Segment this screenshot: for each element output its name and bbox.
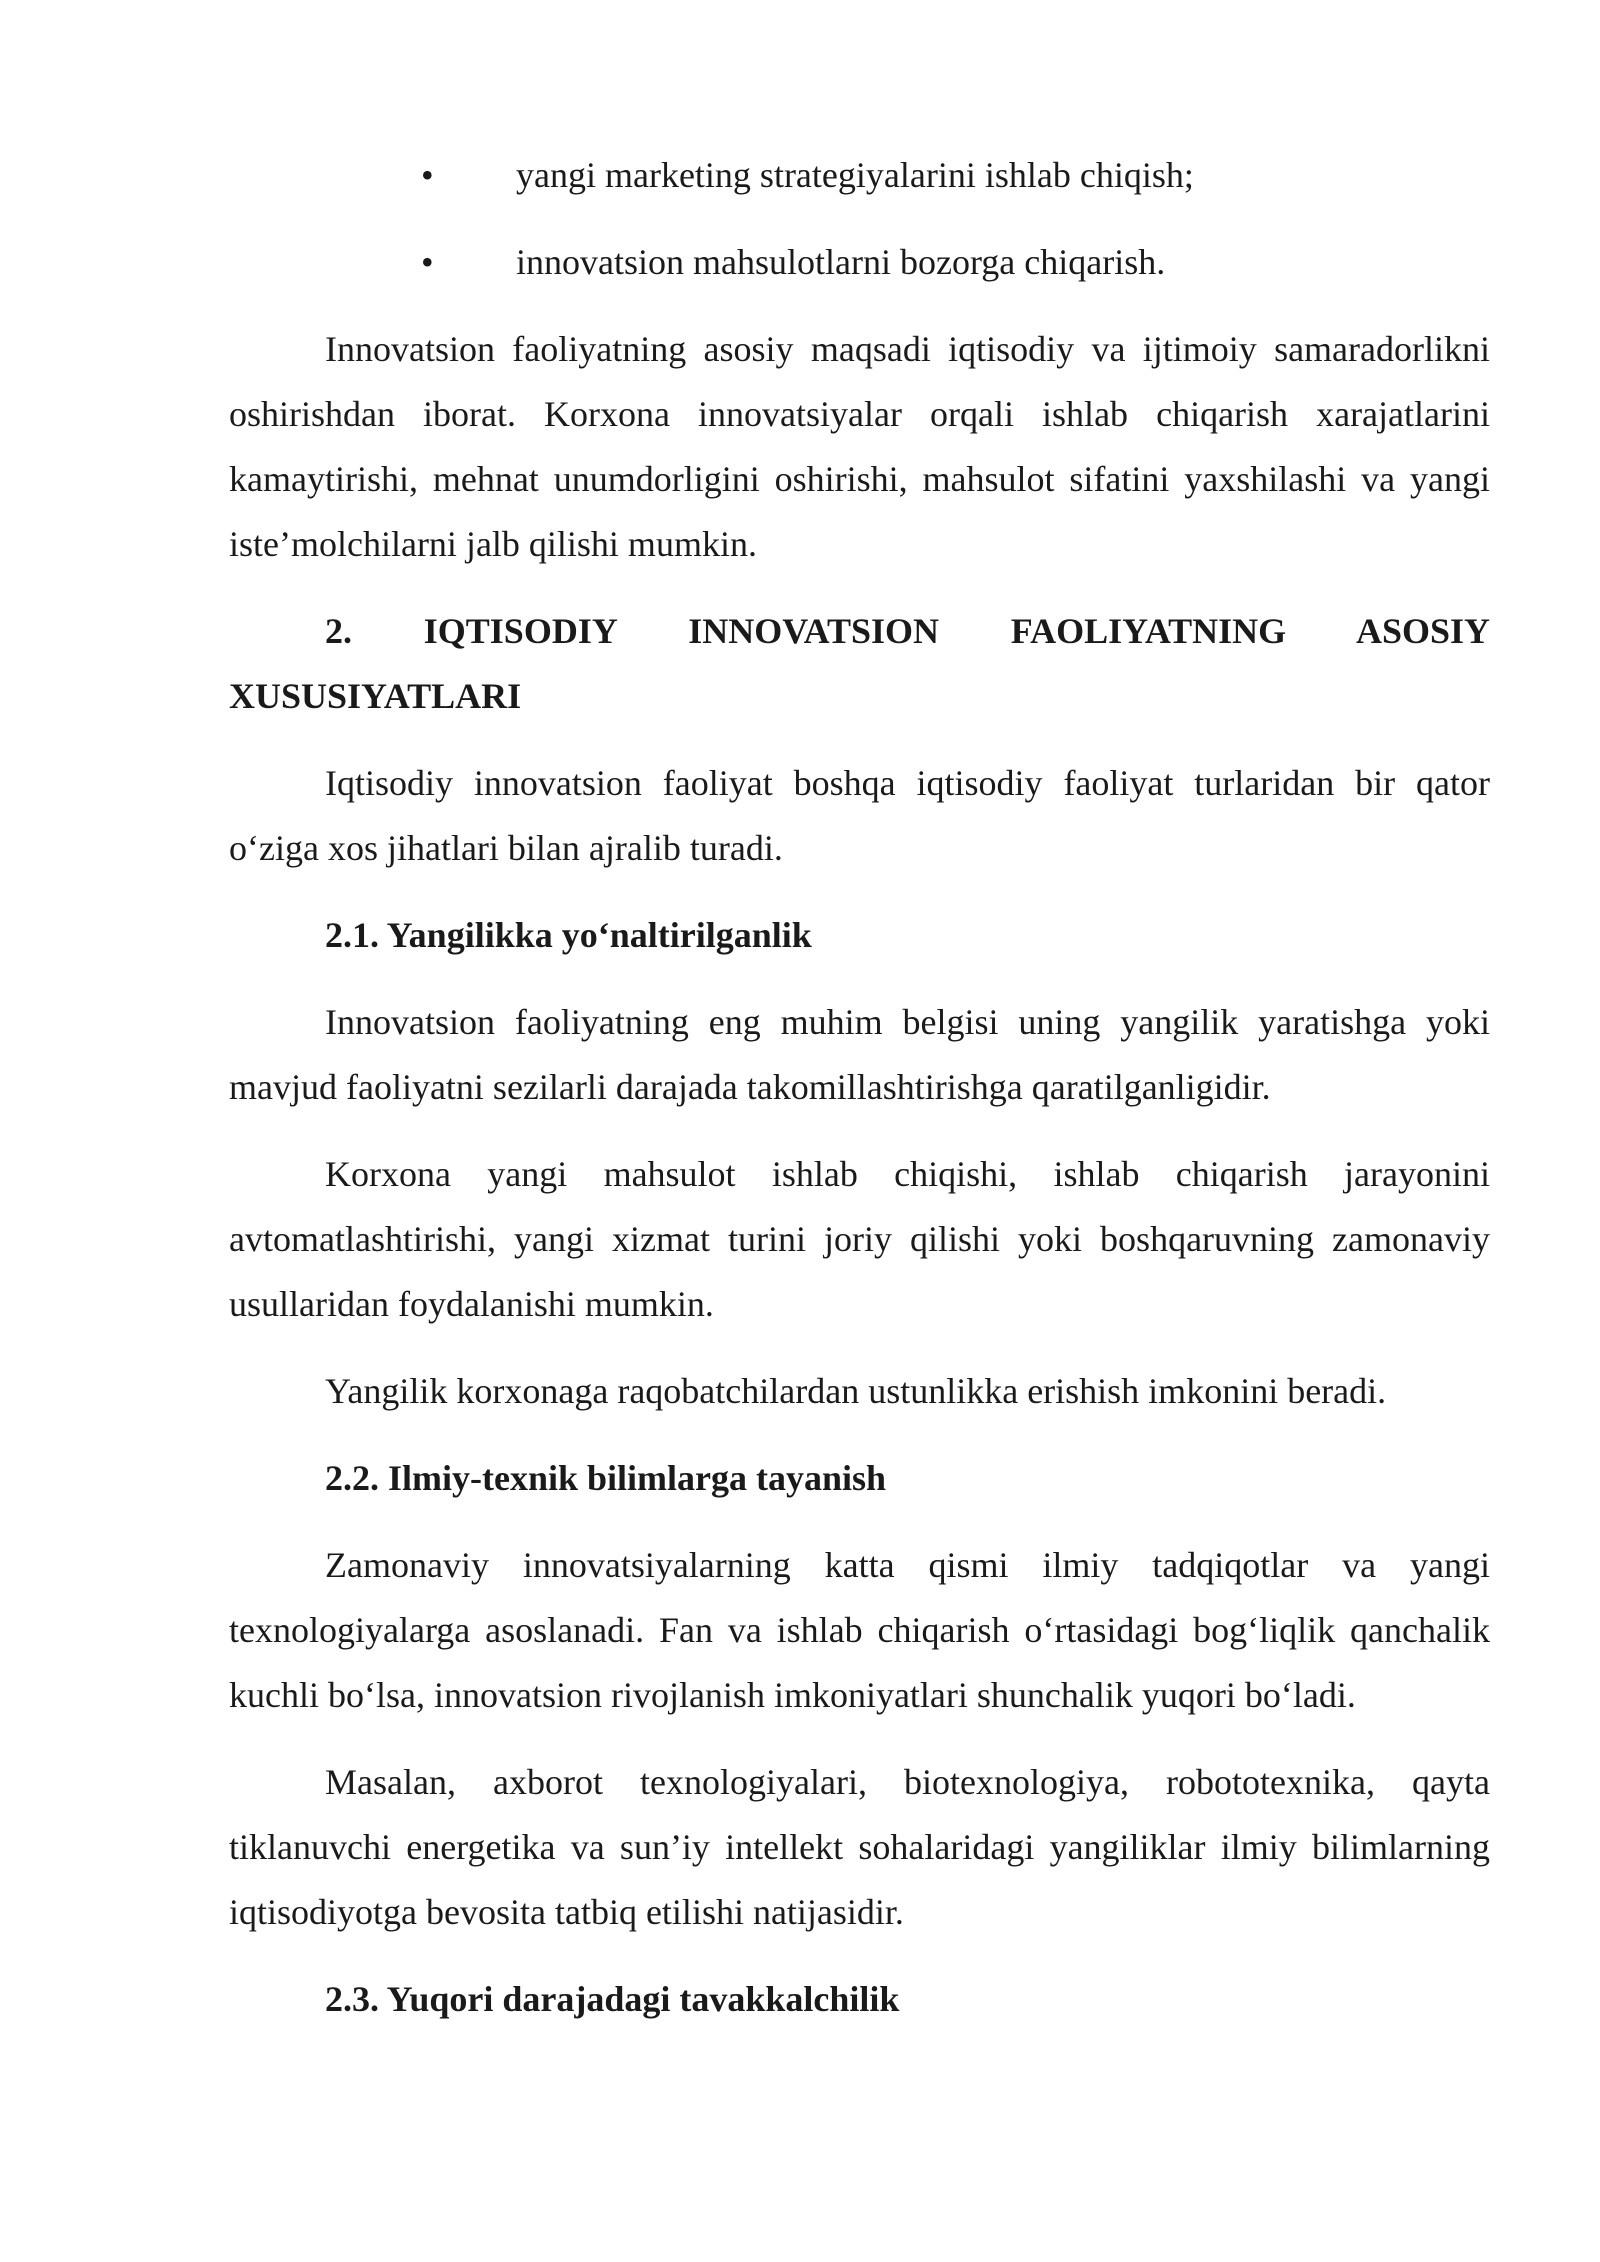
list-item (229, 143, 1490, 208)
subsection-heading: 2.1. Yangilikka yo‘naltirilganlik (325, 915, 812, 955)
paragraph: Masalan, axborot texnologiyalari, biotexnologiya, robototexnika, qayta tiklanuvchi energetika va sun’iy intellekt sohalaridagi yangiliklar ilmiy bilimlarning iqtisodiyotga bevosita tatbiq etilishi natijasidir. (229, 1762, 1490, 1932)
paragraph: Innovatsion faoliyatning eng muhim belgisi uning yangilik yaratishga yoki mavjud faoliyatni sezilarli darajada takomillashtirishga qaratilganligidir. (229, 1002, 1490, 1107)
paragraph-intro: Innovatsion faoliyatning asosiy maqsadi iqtisodiy va ijtimoiy samaradorlikni oshirishdan iborat. Korxona innovatsiyalar orqali ishlab chiqarish xarajatlarini kamaytirishi, mehnat unumdorligini oshirishi, mahsulot sifatini yaxshilashi va yangi iste’molchilarni jalb qilishi mumkin. (229, 329, 1490, 564)
bullet-icon: • (421, 155, 434, 195)
bullet-icon: • (421, 242, 434, 282)
list-item (229, 230, 1490, 295)
document-page (229, 0, 1490, 2032)
top-spacer (229, 0, 1490, 143)
paragraph: Iqtisodiy innovatsion faoliyat boshqa iqtisodiy faoliyat turlaridan bir qator o‘ziga xos jihatlari bilan ajralib turadi. (229, 763, 1490, 868)
paragraph: Yangilik korxonaga raqobatchilardan ustunlikka erishish imkonini beradi. (325, 1371, 1387, 1411)
bullet-text: innovatsion mahsulotlarni bozorga chiqarish. (516, 242, 1166, 282)
bullet-text: yangi marketing strategiyalarini ishlab chiqish; (516, 155, 1194, 195)
section-heading: 2. IQTISODIY INNOVATSION FAOLIYATNING ASOSIY XUSUSIYATLARI (229, 611, 1490, 716)
paragraph: Zamonaviy innovatsiyalarning katta qismi ilmiy tadqiqotlar va yangi texnologiyalarga asoslanadi. Fan va ishlab chiqarish o‘rtasidagi bog‘liqlik qanchalik kuchli bo‘lsa, innovatsion rivojlanish imkoniyatlari shunchalik yuqori bo‘ladi. (229, 1545, 1490, 1715)
subsection-heading: 2.2. Ilmiy-texnik bilimlarga tayanish (325, 1458, 887, 1498)
paragraph: Korxona yangi mahsulot ishlab chiqishi, ishlab chiqarish jarayonini avtomatlashtirishi, yangi xizmat turini joriy qilishi yoki boshqaruvning zamonaviy usullaridan foydalanishi mumkin. (229, 1154, 1490, 1324)
subsection-heading: 2.3. Yuqori darajadagi tavakkalchilik (325, 1979, 900, 2019)
